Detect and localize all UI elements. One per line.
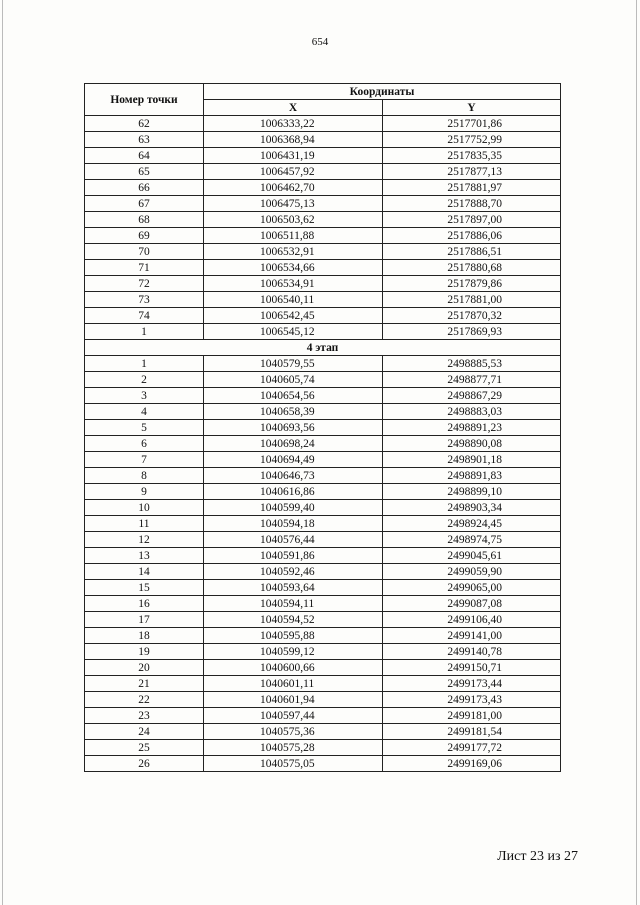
table-row [85,276,561,292]
cell-x: 1040592,46 [204,564,383,580]
cell-point-number: 16 [85,596,204,612]
cell-y: 2517835,35 [383,148,561,164]
cell-y: 2499177,72 [383,740,561,756]
cell-y: 2498899,10 [383,484,561,500]
table-row [85,420,561,436]
cell-point-number: 9 [85,484,204,500]
table-row [85,308,561,324]
table-row [85,484,561,500]
cell-point-number: 13 [85,548,204,564]
cell-x: 1040600,66 [204,660,383,676]
cell-point-number: 3 [85,388,204,404]
cell-point-number: 20 [85,660,204,676]
cell-y: 2499173,44 [383,676,561,692]
cell-y: 2517888,70 [383,196,561,212]
cell-y: 2517886,06 [383,228,561,244]
cell-point-number: 12 [85,532,204,548]
cell-point-number: 2 [85,372,204,388]
cell-x: 1040616,86 [204,484,383,500]
cell-x: 1040576,44 [204,532,383,548]
cell-point-number: 69 [85,228,204,244]
table-row [85,148,561,164]
cell-point-number: 15 [85,580,204,596]
cell-point-number: 5 [85,420,204,436]
cell-y: 2498890,08 [383,436,561,452]
cell-point-number: 8 [85,468,204,484]
cell-y: 2517880,68 [383,260,561,276]
cell-x: 1006545,12 [204,324,383,340]
cell-point-number: 67 [85,196,204,212]
cell-point-number: 22 [85,692,204,708]
stage-row [85,340,561,356]
cell-x: 1040594,52 [204,612,383,628]
cell-x: 1006457,92 [204,164,383,180]
cell-point-number: 68 [85,212,204,228]
cell-y: 2499141,00 [383,628,561,644]
cell-x: 1040575,36 [204,724,383,740]
scan-edge-right [636,0,637,905]
cell-point-number: 14 [85,564,204,580]
cell-x: 1006431,19 [204,148,383,164]
cell-x: 1006534,66 [204,260,383,276]
header-y: Y [383,100,561,116]
table-row [85,452,561,468]
table-row [85,244,561,260]
cell-y: 2517886,51 [383,244,561,260]
cell-point-number: 19 [85,644,204,660]
cell-point-number: 10 [85,500,204,516]
table-row [85,516,561,532]
cell-x: 1006333,22 [204,116,383,132]
cell-y: 2499150,71 [383,660,561,676]
cell-x: 1040693,56 [204,420,383,436]
cell-x: 1040597,44 [204,708,383,724]
cell-y: 2499059,90 [383,564,561,580]
cell-point-number: 72 [85,276,204,292]
cell-y: 2499065,00 [383,580,561,596]
cell-x: 1040605,74 [204,372,383,388]
table-row [85,580,561,596]
cell-point-number: 24 [85,724,204,740]
cell-y: 2517877,13 [383,164,561,180]
table-row [85,356,561,372]
cell-y: 2498924,45 [383,516,561,532]
cell-point-number: 74 [85,308,204,324]
cell-x: 1006503,62 [204,212,383,228]
cell-y: 2498901,18 [383,452,561,468]
cell-x: 1040658,39 [204,404,383,420]
cell-y: 2498891,83 [383,468,561,484]
cell-x: 1040591,86 [204,548,383,564]
cell-point-number: 21 [85,676,204,692]
header-row [85,84,561,100]
stage-section [85,340,561,356]
table-row [85,212,561,228]
cell-point-number: 64 [85,148,204,164]
table-row [85,644,561,660]
cell-y: 2499181,00 [383,708,561,724]
cell-y: 2517869,93 [383,324,561,340]
table-row [85,324,561,340]
stage-label: 4 этап [85,340,561,356]
cell-x: 1040599,12 [204,644,383,660]
table-row [85,292,561,308]
cell-x: 1006534,91 [204,276,383,292]
cell-point-number: 71 [85,260,204,276]
page-number: 654 [311,36,329,48]
cell-x: 1006542,45 [204,308,383,324]
cell-x: 1040698,24 [204,436,383,452]
cell-y: 2517881,97 [383,180,561,196]
cell-y: 2498885,53 [383,356,561,372]
cell-y: 2499169,06 [383,756,561,772]
cell-x: 1040646,73 [204,468,383,484]
table-row [85,596,561,612]
table-body-part-b [85,356,561,772]
table-row [85,612,561,628]
table-row [85,116,561,132]
table-row [85,756,561,772]
table-row [85,404,561,420]
table-row [85,228,561,244]
cell-point-number: 26 [85,756,204,772]
cell-point-number: 17 [85,612,204,628]
cell-point-number: 23 [85,708,204,724]
table-row [85,436,561,452]
cell-x: 1040594,18 [204,516,383,532]
cell-y: 2517879,86 [383,276,561,292]
table-body-part-a [85,116,561,340]
table-row [85,548,561,564]
table-row [85,196,561,212]
cell-x: 1006462,70 [204,180,383,196]
header-coordinates: Координаты [204,84,561,100]
cell-point-number: 18 [85,628,204,644]
cell-y: 2499173,43 [383,692,561,708]
scan-edge-left [2,0,3,905]
cell-point-number: 62 [85,116,204,132]
cell-x: 1040593,64 [204,580,383,596]
cell-x: 1040579,55 [204,356,383,372]
cell-x: 1040654,56 [204,388,383,404]
cell-x: 1006540,11 [204,292,383,308]
table-row [85,180,561,196]
cell-x: 1040575,28 [204,740,383,756]
cell-y: 2498877,71 [383,372,561,388]
cell-y: 2498974,75 [383,532,561,548]
cell-y: 2517881,00 [383,292,561,308]
cell-x: 1006475,13 [204,196,383,212]
cell-point-number: 1 [85,356,204,372]
coordinates-table [84,83,561,772]
cell-y: 2499045,61 [383,548,561,564]
table-row [85,740,561,756]
header-point-number: Номер точки [85,84,204,116]
table-row [85,388,561,404]
table-row [85,692,561,708]
cell-y: 2517870,32 [383,308,561,324]
table-row [85,724,561,740]
cell-point-number: 25 [85,740,204,756]
header-x: X [204,100,383,116]
cell-y: 2499140,78 [383,644,561,660]
table-row [85,564,561,580]
cell-y: 2498891,23 [383,420,561,436]
cell-y: 2499087,08 [383,596,561,612]
cell-point-number: 6 [85,436,204,452]
cell-y: 2498903,34 [383,500,561,516]
sheet-label: Лист 23 из 27 [497,849,578,864]
cell-y: 2517701,86 [383,116,561,132]
table-row [85,500,561,516]
table-row [85,660,561,676]
cell-point-number: 66 [85,180,204,196]
table-row [85,676,561,692]
cell-point-number: 1 [85,324,204,340]
table-row [85,260,561,276]
cell-x: 1006511,88 [204,228,383,244]
cell-point-number: 65 [85,164,204,180]
cell-x: 1040599,40 [204,500,383,516]
table-row [85,164,561,180]
cell-x: 1006532,91 [204,244,383,260]
cell-x: 1040601,94 [204,692,383,708]
cell-point-number: 4 [85,404,204,420]
cell-y: 2517897,00 [383,212,561,228]
table-row [85,132,561,148]
cell-point-number: 73 [85,292,204,308]
cell-x: 1040601,11 [204,676,383,692]
cell-y: 2499106,40 [383,612,561,628]
table-row [85,372,561,388]
table-row [85,468,561,484]
table-row [85,628,561,644]
cell-x: 1040595,88 [204,628,383,644]
cell-y: 2499181,54 [383,724,561,740]
cell-x: 1040694,49 [204,452,383,468]
cell-x: 1040594,11 [204,596,383,612]
cell-point-number: 70 [85,244,204,260]
cell-point-number: 63 [85,132,204,148]
table-row [85,708,561,724]
cell-x: 1006368,94 [204,132,383,148]
cell-x: 1040575,05 [204,756,383,772]
cell-y: 2498883,03 [383,404,561,420]
cell-y: 2517752,99 [383,132,561,148]
cell-point-number: 11 [85,516,204,532]
cell-y: 2498867,29 [383,388,561,404]
cell-point-number: 7 [85,452,204,468]
table-row [85,532,561,548]
